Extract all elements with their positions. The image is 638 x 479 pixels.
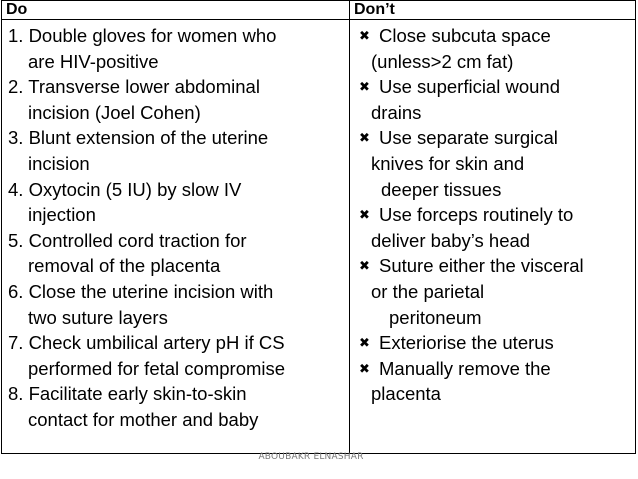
dont-item-line: deliver baby’s head [371, 229, 531, 251]
cross-icon: ✖ [359, 360, 370, 376]
do-item-line: 6. Close the uterine incision with [8, 280, 274, 302]
dont-item-line: Use forceps routinely to [379, 204, 574, 226]
dont-item-line: Suture either the visceral [379, 255, 584, 277]
header-divider [2, 19, 635, 20]
dont-item-3 [359, 125, 635, 202]
dont-item-line: or the parietal [371, 280, 485, 302]
do-list [8, 23, 346, 433]
do-item-line: two suture layers [28, 306, 168, 328]
author-footer [0, 452, 638, 462]
cross-icon: ✖ [359, 28, 370, 43]
do-item-line: 8. Facilitate early skin-to-skin [8, 383, 247, 405]
do-item-line: 5. Controlled cord traction for [8, 229, 247, 251]
dont-item-7 [359, 356, 635, 407]
do-dont-table [1, 0, 636, 454]
cross-icon: ✖ [359, 335, 370, 351]
do-item-4 [8, 177, 346, 228]
cross-icon: ✖ [359, 79, 370, 95]
column-divider [349, 1, 350, 453]
dont-list [359, 23, 635, 407]
dont-item-1 [359, 23, 635, 74]
dont-item-line: Manually remove the [379, 357, 551, 379]
dont-item-line: drains [371, 101, 422, 123]
do-column-header: Do [6, 1, 28, 18]
do-item-line: contact for mother and baby [28, 408, 259, 430]
do-item-2 [8, 74, 346, 125]
dont-item-line: deeper tissues [381, 178, 502, 200]
dont-item-2 [359, 74, 635, 125]
dont-item-line: Close subcuta space [379, 25, 551, 46]
dont-item-line: peritoneum [389, 306, 482, 328]
dont-item-line: Use separate surgical [379, 127, 558, 149]
dont-item-line: placenta [371, 383, 441, 405]
cross-icon: ✖ [359, 130, 370, 146]
do-item-line: removal of the placenta [28, 255, 221, 277]
do-item-5 [8, 228, 346, 279]
dont-item-line: knives for skin and [371, 152, 525, 174]
cross-icon: ✖ [359, 258, 370, 274]
do-item-line: are HIV-positive [28, 50, 159, 72]
do-item-line: 7. Check umbilical artery pH if CS [8, 332, 285, 354]
do-item-8 [8, 381, 346, 432]
dont-item-5 [359, 253, 635, 330]
dont-item-line: (unless>2 cm fat) [371, 50, 514, 72]
do-item-line: 1. Double gloves for women who [8, 25, 277, 46]
do-item-line: injection [28, 204, 96, 226]
do-item-line: 4. Oxytocin (5 IU) by slow IV [8, 178, 242, 200]
do-item-7 [8, 330, 346, 381]
dont-item-4 [359, 202, 635, 253]
do-item-line: 3. Blunt extension of the uterine [8, 127, 269, 149]
dont-item-6 [359, 330, 635, 356]
do-item-line: incision [28, 152, 90, 174]
dont-item-line: Exteriorise the uterus [379, 332, 554, 354]
dont-column-header: Don’t [354, 1, 395, 18]
do-item-line: incision (Joel Cohen) [28, 101, 201, 123]
do-item-6 [8, 279, 346, 330]
do-item-1 [8, 23, 346, 74]
do-item-line: performed for fetal compromise [28, 357, 286, 379]
do-item-line: 2. Transverse lower abdominal [8, 76, 260, 98]
cross-icon: ✖ [359, 207, 370, 223]
footer-text: ABOUBAKR ELNASHAR [258, 452, 364, 462]
dont-item-line: Use superficial wound [379, 76, 560, 98]
do-item-3 [8, 125, 346, 176]
